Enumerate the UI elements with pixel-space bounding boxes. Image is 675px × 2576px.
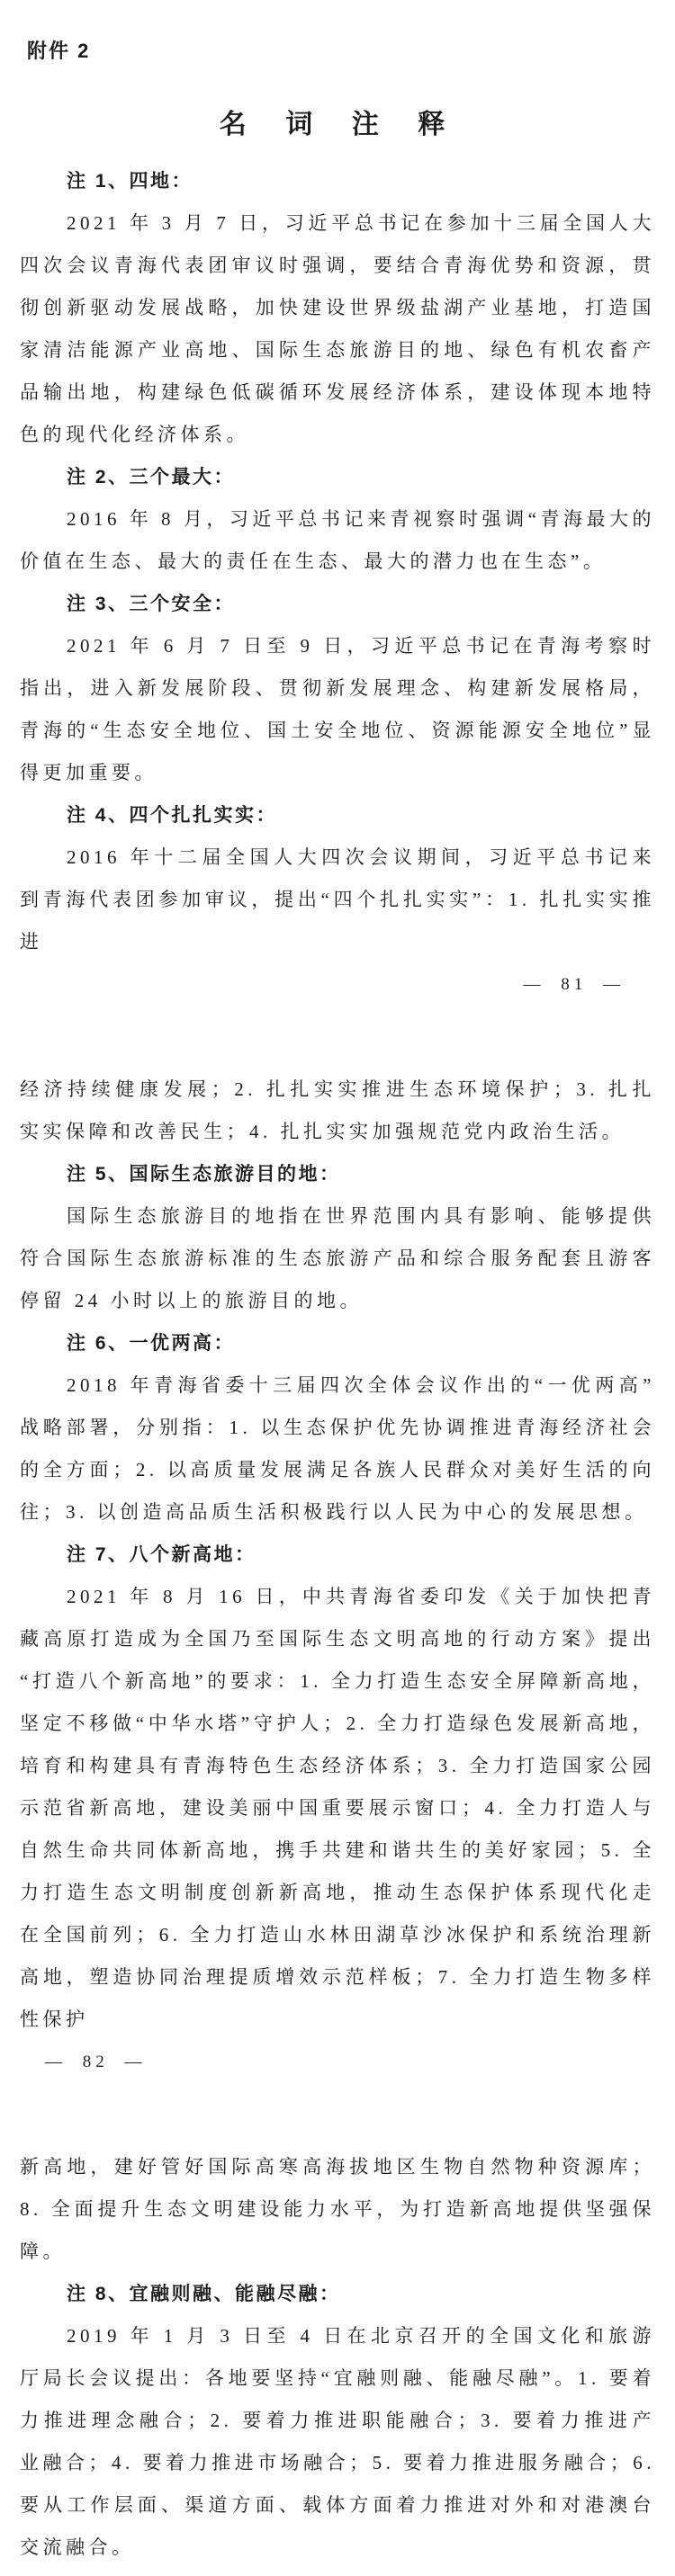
note-section-1 (20, 160, 655, 456)
note-3-body: 2021 年 6 月 7 日至 9 日，习近平总书记在青海考察时指出，进入新发展阶段、贯彻新发展理念、构建新发展格局，青海的“生态安全地位、国土安全地位、资源能源安全地位”显得更加重要。 (20, 635, 655, 783)
page-number-82: — 82 — (45, 2053, 147, 2071)
note-4-heading: 注 4、四个扎扎实实： (67, 805, 278, 826)
note-6-body: 2018 年青海省委十三届四次全体会议作出的“一优两高”战略部署，分别指：1. 以生态保护优先协调推进青海经济社会的全方面；2. 以高质量发展满足各族人民群众对美好生活的向往；3. 以创造高品质生活积极践行以人民为中心的发展思想。 (20, 1374, 655, 1523)
note-8-heading: 注 8、宜融则融、能融尽融： (67, 2284, 341, 2304)
page-break-1 (20, 1006, 655, 1069)
attachment-label: 附件 2 (27, 40, 91, 62)
note-4-body-part-1: 2016 年十二届全国人大四次会议期间，习近平总书记来到青海代表团参加审议，提出“四个扎扎实实”：1. 扎扎实实推进 (20, 846, 655, 953)
note-2-heading: 注 2、三个最大： (67, 467, 236, 487)
note-4-body-part-2: 经济持续健康发展；2. 扎扎实实推进生态环境保护；3. 扎扎实实保障和改善民生；4. 扎扎实实加强规范党内政治生活。 (20, 1078, 655, 1142)
note-1-heading: 注 1、四地： (67, 171, 194, 192)
note-6-heading: 注 6、一优两高： (67, 1333, 236, 1354)
note-7-body-part-1: 2021 年 8 月 16 日，中共青海省委印发《关于加快把青藏高原打造成为全国乃至国际生态文明高地的行动方案》提出“打造八个新高地”的要求：1. 全力打造生态安全屏障新高地，坚定不移做“中华水塔”守护人；2. 全力打造绿色发展新高地，培育和构建具有青海特色生态经济体系；3. 全力打造国家公园示范省新高地，建设美丽中国重要展示窗口；4. 全力打造人与自然生命共同体新高地，携手共建和谐共生的美好家园；5. 全力打造生态文明制度创新新高地，推动生态保护体系现代化走在全国前列；6. 全力打造山水林田湖草沙冰保护和系统治理新高地，塑造协同治理提质增效示范样板；7. 全力打造生物多样性保护 (20, 1586, 655, 2030)
note-7-body-part-2: 新高地，建好管好国际高寒高海拔地区生物自然物种资源库；8. 全面提升生态文明建设能力水平，为打造新高地提供坚强保障。 (20, 2156, 655, 2262)
note-3-heading: 注 3、三个安全： (67, 594, 236, 614)
note-5-heading: 注 5、国际生态旅游目的地： (67, 1164, 341, 1185)
note-section-3 (20, 583, 655, 794)
note-section-6 (20, 1322, 655, 1534)
note-section-7 (20, 1534, 655, 2041)
note-8-body: 2019 年 1 月 3 日至 4 日在北京召开的全国文化和旅游厅局长会议提出：各地要坚持“宜融则融、能融尽融”。1. 要着力推进理念融合；2. 要着力推进职能融合；3. 要着力推进产业融合；4. 要着力推进市场融合；5. 要着力推进服务融合；6. 要从工作层面、渠道方面、载体方面着力推进对外和对港澳台交流融合。 (20, 2325, 655, 2558)
note-7-heading: 注 7、八个新高地： (67, 1544, 256, 1565)
note-5-body: 国际生态旅游目的地指在世界范围内具有影响、能够提供符合国际生态旅游标准的生态旅游产品和综合服务配套且游客停留 24 小时以上的旅游目的地。 (20, 1205, 655, 1311)
page-break-2 (20, 2083, 655, 2146)
page-title: 名 词 注 释 (219, 110, 456, 139)
note-section-5 (20, 1153, 655, 1322)
note-2-body: 2016 年 8 月，习近平总书记来青视察时强调“青海最大的价值在生态、最大的责任在生态、最大的潜力也在生态”。 (20, 508, 655, 572)
note-section-8 (20, 2273, 655, 2569)
note-1-body: 2021 年 3 月 7 日，习近平总书记在参加十三届全国人大四次会议青海代表团审议时强调，要结合青海优势和资源，贯彻创新驱动发展战略，加快建设世界级盐湖产业基地，打造国家清洁能源产业高地、国际生态旅游目的地、绿色有机农畜产品输出地，构建绿色低碳循环发展经济体系，建设体现本地特色的现代化经济体系。 (20, 212, 655, 445)
page-number-81: — 81 — (523, 975, 625, 994)
note-section-2 (20, 456, 655, 583)
note-section-4 (20, 794, 655, 963)
